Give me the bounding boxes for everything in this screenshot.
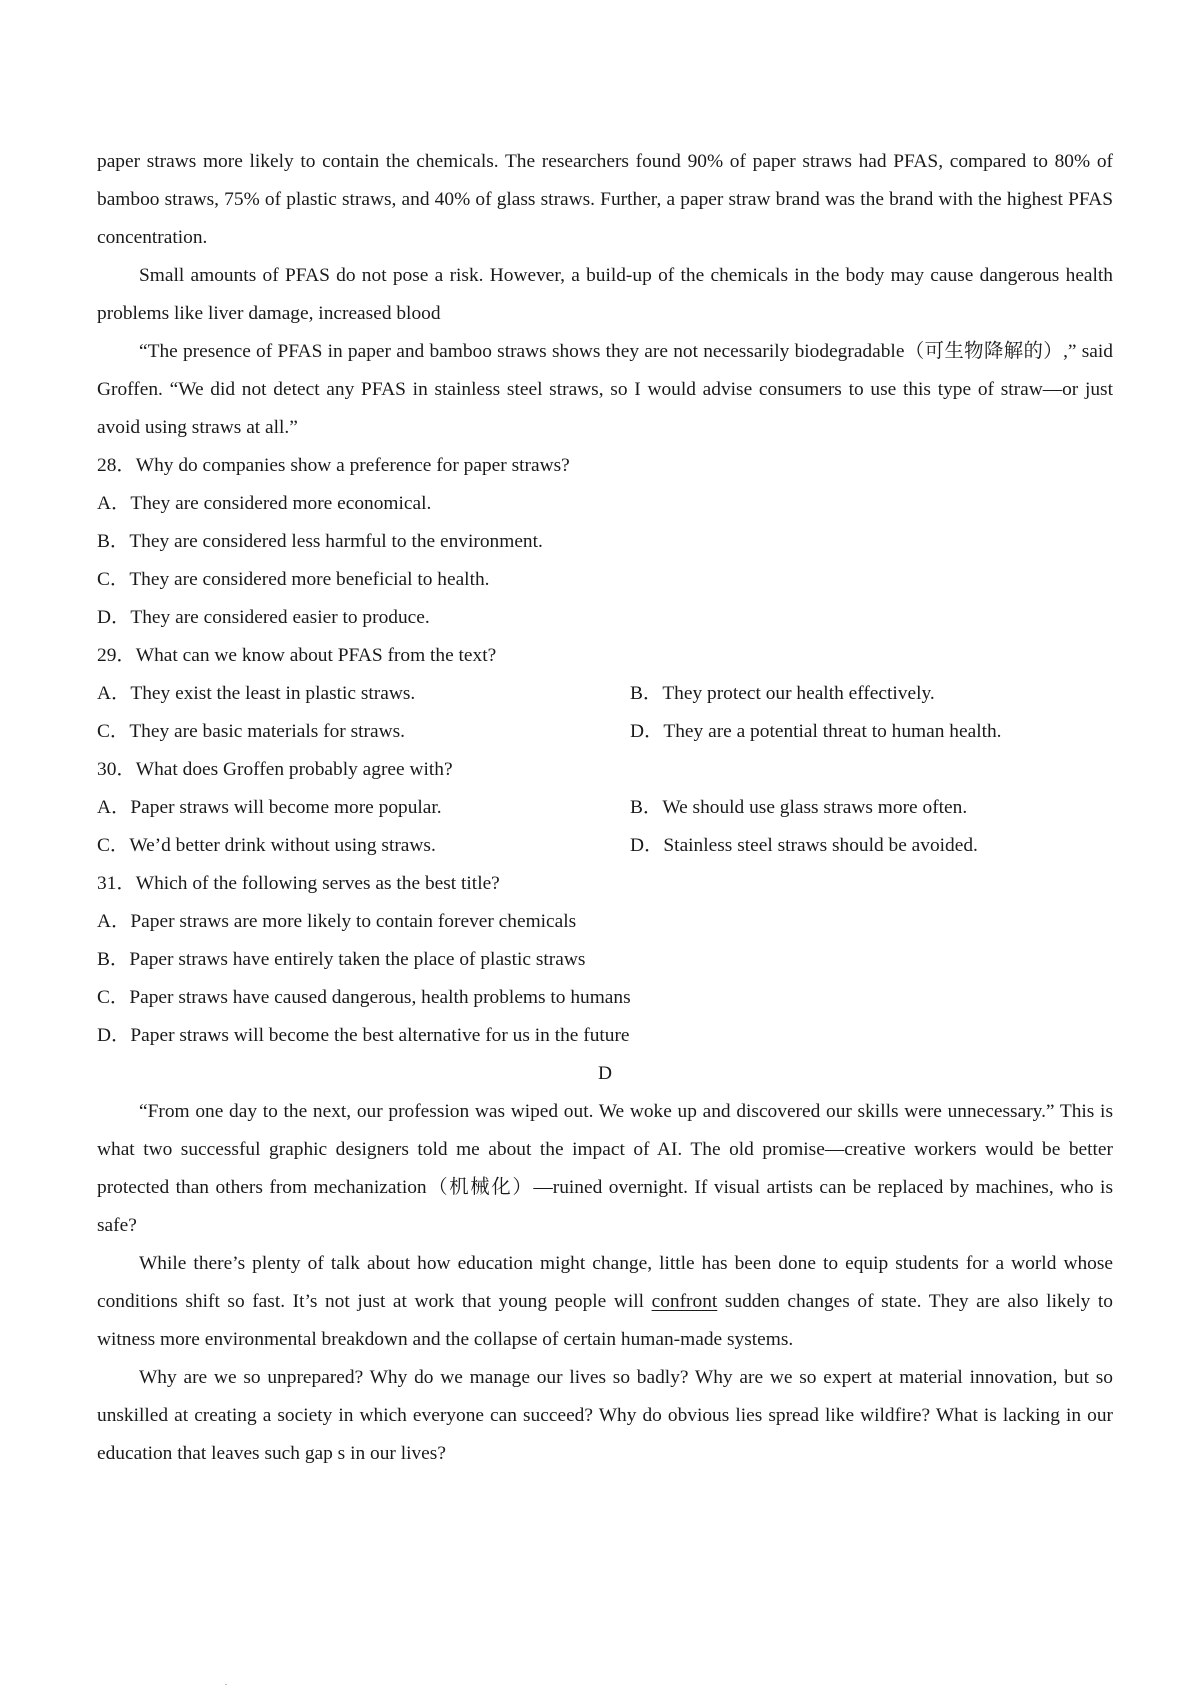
section-d-paragraph-1: “From one day to the next, our profession was wiped out. We woke up and discovered our skills were unnecessary.” This is what two successful graphic designers told me about the impact of AI. The old promise—creative workers would be better protected than others from mechanization（机械化）—ruined overnight. If visual artists can be replaced by machines, who is safe? [97,1101,1113,1236]
question-29 [97,637,1113,751]
question-30 [97,751,1113,865]
option-row [97,675,1113,713]
option-row [97,713,1113,751]
option-row [97,789,1113,827]
option-a: A．Paper straws will become more popular. [97,797,442,818]
section-d-paragraph-3: Why are we so unprepared? Why do we manage our lives so badly? Why are we so expert at material innovation, but so unskilled at creating a society in which everyone can succeed? Why do obvious lies spread like wildfire? What is lacking in our education that leaves such gap s in our lives? [97,1367,1113,1464]
option-d: D．Paper straws will become the best alternative for us in the future [97,1025,630,1046]
question-28 [97,447,1113,637]
paragraph-text-before: While there’s plenty of talk about how education might change, little has been done to equip students for a world whose conditions shift so fast. It’s not just at work that young people will [97,1253,1113,1312]
option-c: C．We’d better drink without using straws. [97,835,436,856]
passage-c-paragraph-1: paper straws more likely to contain the chemicals. The researchers found 90% of paper straws had PFAS, compared to 80% of bamboo straws, 75% of plastic straws, and 40% of glass straws. Further, a paper straw brand was the brand with the highest PFAS concentration. [97,151,1113,248]
paragraph-text-after: sudden changes of state. They are also likely to witness more environmental breakdown and the collapse of certain human-made systems. [97,1291,1113,1350]
passage-c-paragraph-3: “The presence of PFAS in paper and bamboo straws shows they are not necessarily biodegradable（可生物降解的）,” said Groffen. “We did not detect any PFAS in stainless steel straws, so I would advise consumers to use this type of straw—or just avoid using straws at all.” [97,341,1113,438]
option-row [97,827,1113,865]
option-c: C．They are considered more beneficial to health. [97,569,490,590]
question-stem: 29．What can we know about PFAS from the text? [97,645,497,666]
option-b: B．They are considered less harmful to the environment. [97,531,543,552]
section-d-heading: D [597,1063,612,1084]
option-c: C．Paper straws have caused dangerous, health problems to humans [97,987,631,1008]
question-31 [97,865,1113,1055]
section-d-paragraph-2 [97,1245,1113,1359]
question-stem: 31．Which of the following serves as the best title? [97,873,500,894]
footer-mark [225,1684,227,1685]
option-d: D．Stainless steel straws should be avoided. [630,835,978,856]
option-b: B．We should use glass straws more often. [630,797,968,818]
passage-c-paragraph-2: Small amounts of PFAS do not pose a risk. However, a build-up of the chemicals in the body may cause dangerous health problems like liver damage, increased blood [97,265,1113,324]
page-content [97,143,1113,1473]
underlined-word: confront [651,1291,718,1312]
option-d: D．They are considered easier to produce. [97,607,430,628]
option-d: D．They are a potential threat to human health. [630,721,1002,742]
question-stem: 28．Why do companies show a preference for paper straws? [97,455,570,476]
question-stem: 30．What does Groffen probably agree with? [97,759,453,780]
option-a: A．They exist the least in plastic straws. [97,683,416,704]
option-a: A．They are considered more economical. [97,493,432,514]
option-b: B．Paper straws have entirely taken the place of plastic straws [97,949,586,970]
option-b: B．They protect our health effectively. [630,683,935,704]
option-c: C．They are basic materials for straws. [97,721,405,742]
option-a: A．Paper straws are more likely to contain forever chemicals [97,911,577,932]
